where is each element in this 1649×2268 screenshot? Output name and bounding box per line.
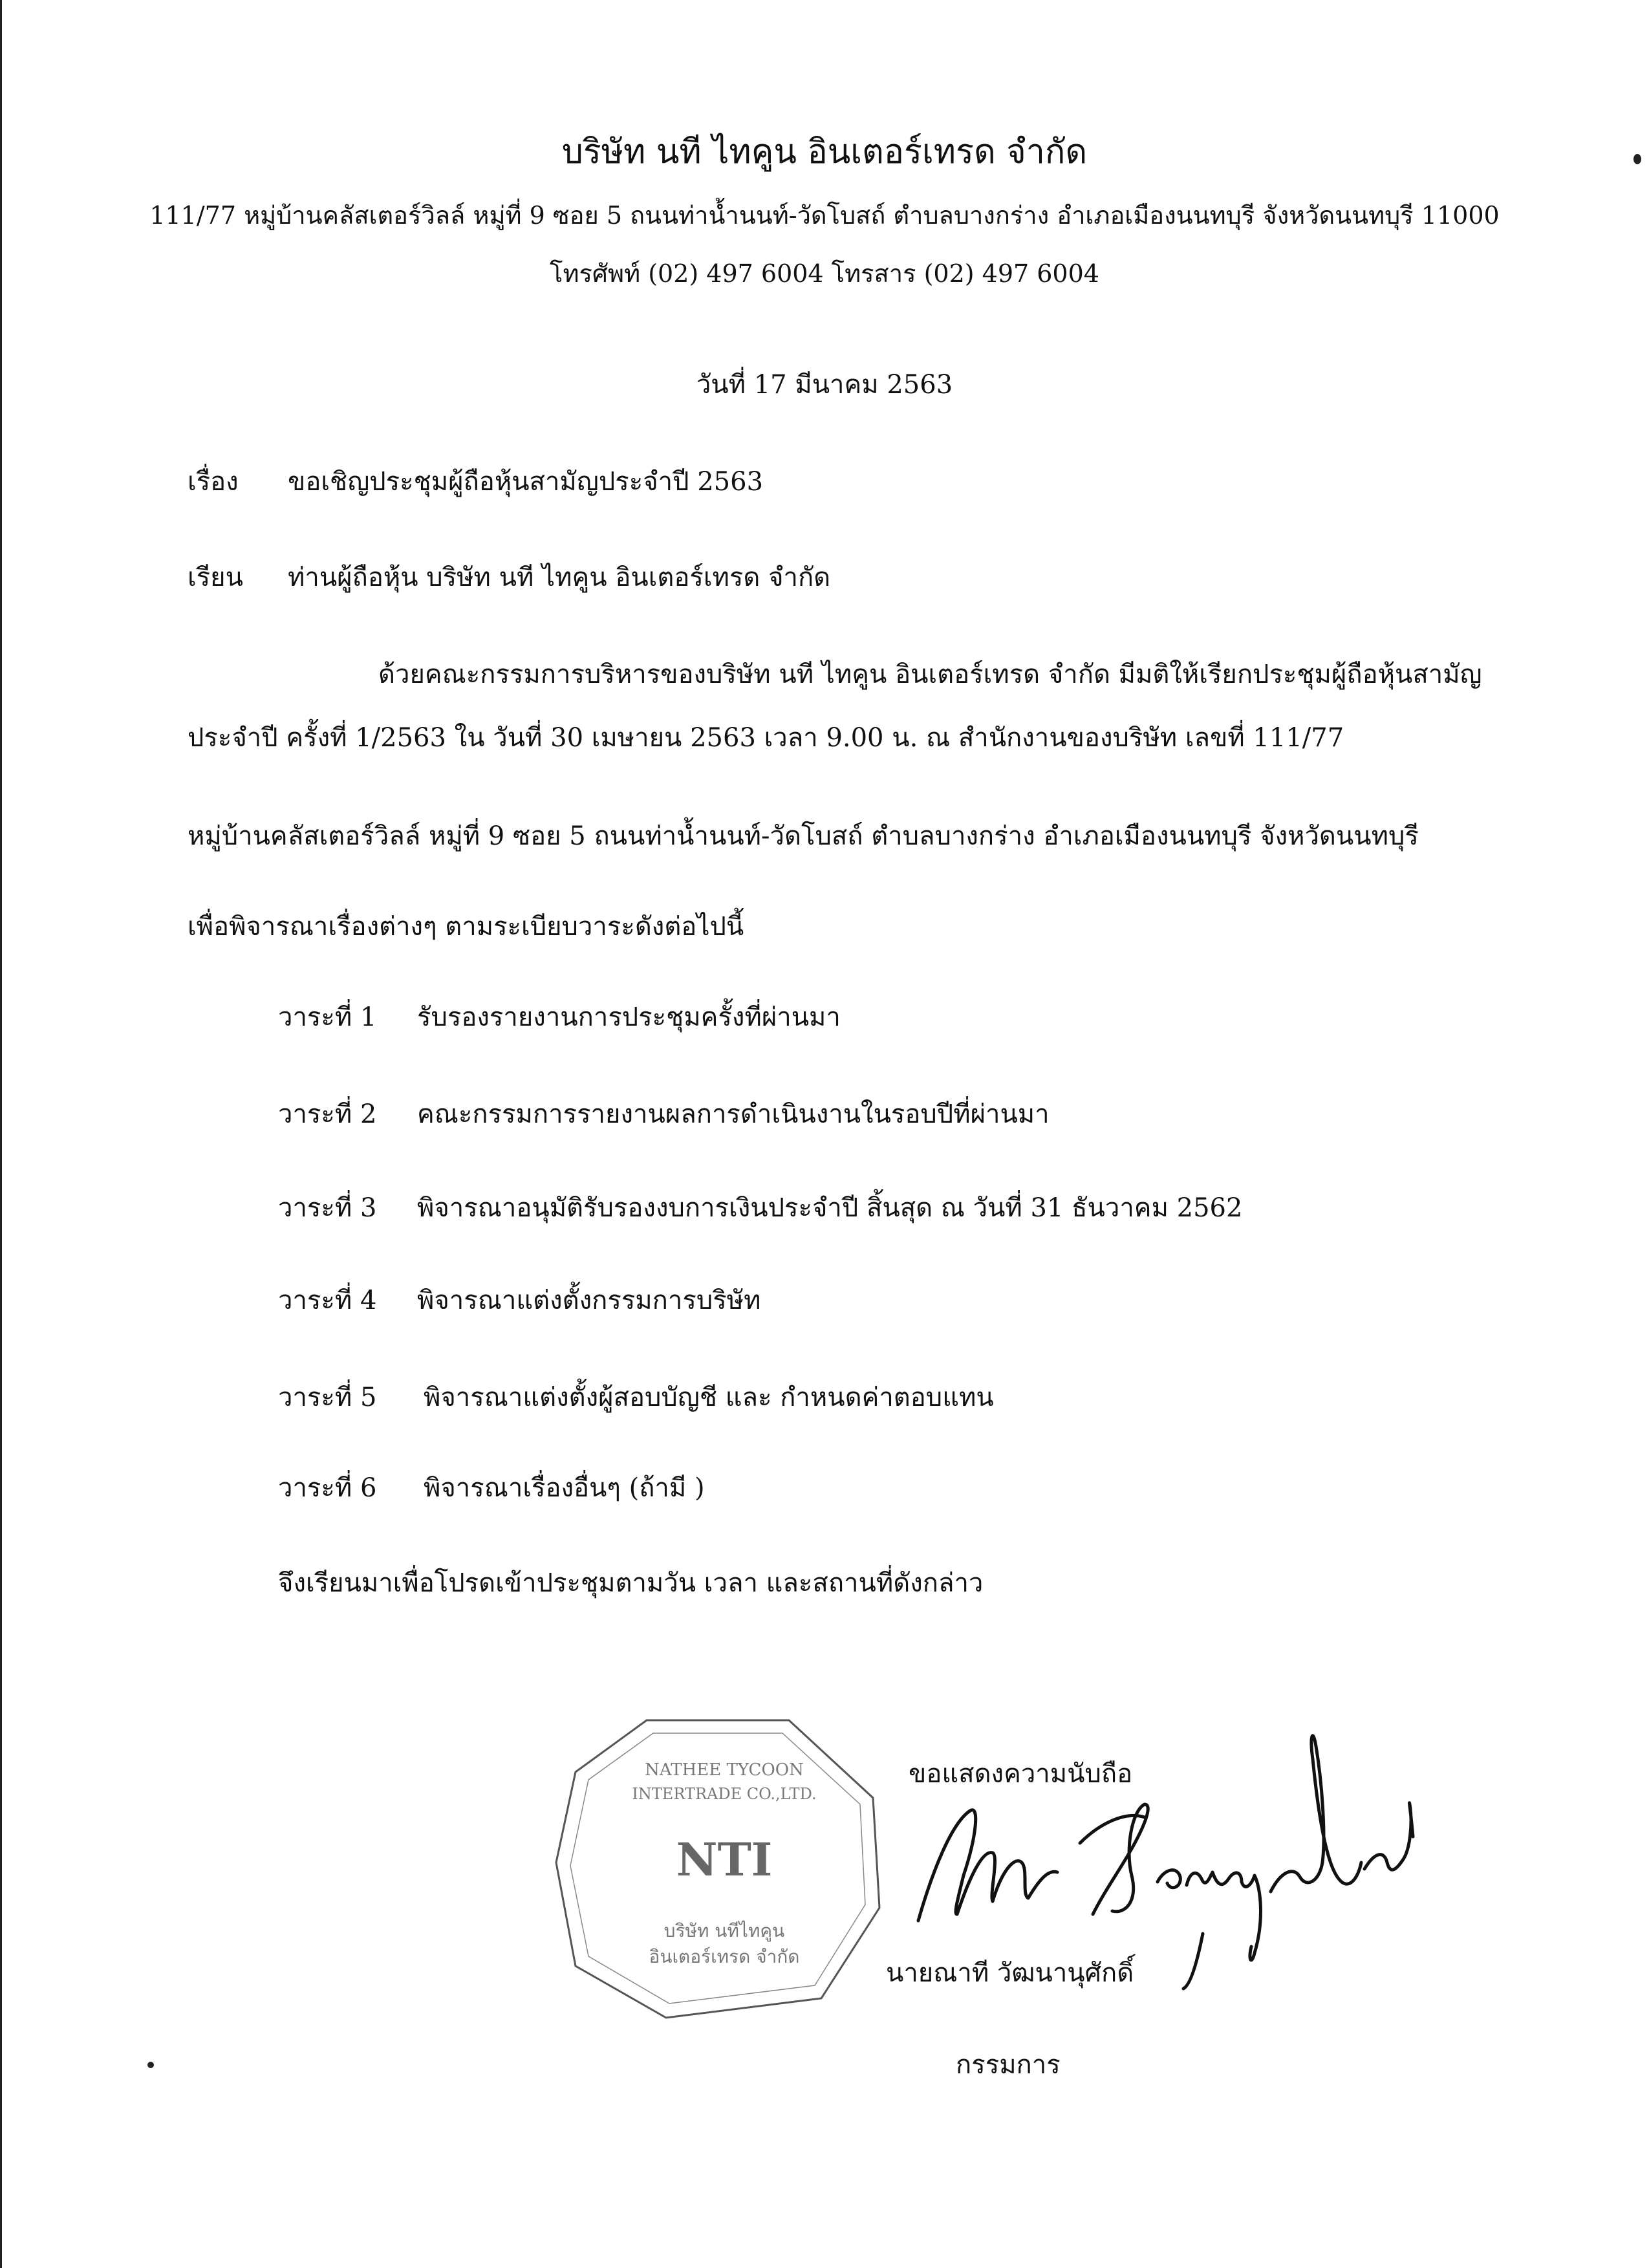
regards-text: ขอแสดงความนับถือ (909, 1759, 1133, 1789)
stamp-line: อินเตอร์เทรด จำกัด (649, 1946, 800, 1967)
stamp-logo: NTI (676, 1833, 773, 1886)
agenda-label: วาระที่ 2 (278, 1099, 377, 1129)
company-contact: โทรศัพท์ (02) 497 6004 โทรสาร (02) 497 6004 (550, 259, 1099, 288)
signature (892, 1707, 1423, 1992)
agenda-text: พิจารณาเรื่องอื่นๆ (ถ้ามี ) (424, 1473, 705, 1503)
scan-speck (147, 2062, 154, 2068)
body-line: เพื่อพิจารณาเรื่องต่างๆ ตามระเบียบวาระดังต่อไปนี้ (188, 912, 744, 942)
company-name: บริษัท นที ไทคูน อินเตอร์เทรด จำกัด (561, 133, 1088, 171)
scan-edge (0, 0, 2, 2268)
agenda-text: พิจารณาแต่งตั้งผู้สอบบัญชี และ กำหนดค่าตอบแทน (424, 1383, 994, 1412)
stamp-line: บริษัท นทีไทคูน (663, 1920, 785, 1941)
agenda-label: วาระที่ 1 (278, 1002, 377, 1032)
body-line: หมู่บ้านคลัสเตอร์วิลล์ หมู่ที่ 9 ซอย 5 ถนนท่าน้ำนนท์-วัดโบสถ์ ตำบลบางกร่าง อำเภอเมืองนนทบุรี จังหวัดนนทบุรี (188, 821, 1419, 851)
body-line: ด้วยคณะกรรมการบริหารของบริษัท นที ไทคูน อินเตอร์เทรด จำกัด มีมติให้เรียกประชุมผู้ถือหุ้นสามัญ (378, 660, 1482, 689)
signer-name: นายณาที วัฒนานุศักดิ์ (886, 1958, 1134, 1988)
agenda-label: วาระที่ 6 (278, 1473, 377, 1503)
closing-text: จึงเรียนมาเพื่อโปรดเข้าประชุมตามวัน เวลา และสถานที่ดังกล่าว (278, 1568, 984, 1598)
agenda-text: พิจารณาแต่งตั้งกรรมการบริษัท (417, 1286, 761, 1315)
agenda-text: รับรองรายงานการประชุมครั้งที่ผ่านมา (417, 1002, 841, 1032)
agenda-text: พิจารณาอนุมัติรับรองงบการเงินประจำปี สิ้นสุด ณ วันที่ 31 ธันวาคม 2562 (417, 1193, 1243, 1223)
agenda-text: คณะกรรมการรายงานผลการดำเนินงานในรอบปีที่ผ่านมา (417, 1099, 1050, 1129)
stamp-line: NATHEE TYCOON (645, 1760, 804, 1780)
agenda-label: วาระที่ 4 (278, 1286, 377, 1315)
recipient-text: ท่านผู้ถือหุ้น บริษัท นที ไทคูน อินเตอร์เทรด จำกัด (288, 563, 831, 592)
subject-label: เรื่อง (188, 467, 239, 497)
letter-date: วันที่ 17 มีนาคม 2563 (696, 370, 953, 400)
body-line: ประจำปี ครั้งที่ 1/2563 ใน วันที่ 30 เมษายน 2563 เวลา 9.00 น. ณ สำนักงานของบริษัท เลขที่ 111/77 (188, 723, 1344, 753)
signer-title: กรรมการ (956, 2050, 1061, 2080)
subject-text: ขอเชิญประชุมผู้ถือหุ้นสามัญประจำปี 2563 (288, 467, 764, 497)
recipient-label: เรียน (188, 563, 243, 592)
company-stamp (550, 1714, 886, 2024)
stamp-line: INTERTRADE CO.,LTD. (632, 1785, 817, 1803)
company-address: 111/77 หมู่บ้านคลัสเตอร์วิลล์ หมู่ที่ 9 ซอย 5 ถนนท่าน้ำนนท์-วัดโบสถ์ ตำบลบางกร่าง อำเภอเมืองนนทบุรี จังหวัดนนทบุรี 11000 (149, 201, 1500, 230)
agenda-label: วาระที่ 5 (278, 1383, 377, 1412)
agenda-label: วาระที่ 3 (278, 1193, 377, 1223)
